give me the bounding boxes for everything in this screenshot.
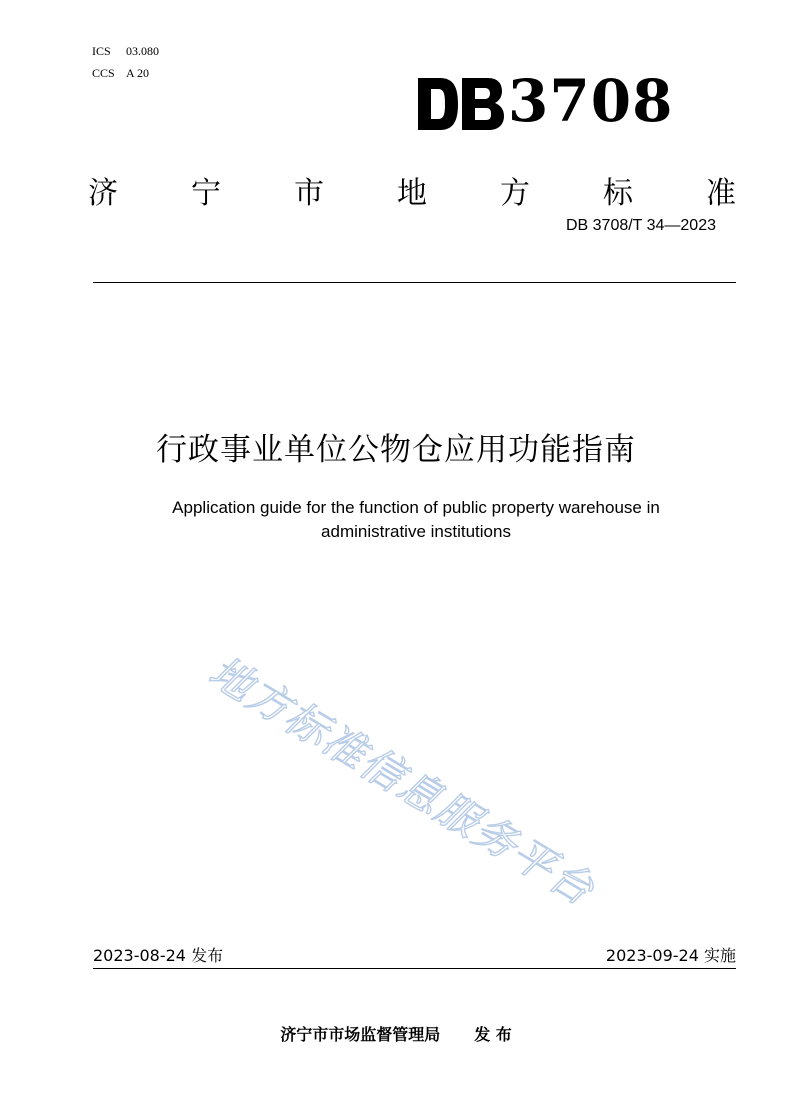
ccs-label: CCS (92, 66, 115, 80)
ccs-row (92, 62, 159, 84)
standard-type-char: 准 (706, 176, 736, 211)
standard-type-char: 方 (500, 176, 530, 211)
standard-type-char: 宁 (191, 176, 221, 211)
title-english-line: Application guide for the function of public property warehouse in (172, 498, 660, 517)
standard-type-char: 地 (397, 176, 427, 211)
ics-row (92, 40, 159, 62)
db-logo (418, 66, 674, 135)
standard-type (88, 172, 736, 216)
date-row (93, 944, 736, 968)
title-english-line: administrative institutions (321, 522, 511, 541)
title-english (96, 496, 736, 544)
issuer-name: 济宁市市场监督管理局 (280, 1025, 441, 1044)
db-logo-number: 3708 (508, 67, 674, 135)
db-logo-mark (418, 78, 504, 130)
standard-type-char: 标 (603, 176, 633, 211)
issuer (0, 1022, 792, 1048)
title-chinese: 行政事业单位公物仓应用功能指南 (156, 432, 636, 468)
ics-label: ICS (92, 44, 111, 58)
watermark (196, 640, 666, 940)
standard-type-char: 济 (88, 176, 118, 211)
standard-number: DB 3708/T 34—2023 (565, 217, 716, 234)
ics-code: 03.080 (126, 44, 159, 58)
bottom-divider (93, 968, 736, 969)
issuer-action: 发 布 (474, 1025, 512, 1044)
standard-type-char: 市 (294, 176, 324, 211)
ccs-code: A 20 (126, 66, 150, 80)
classification-codes (92, 40, 159, 84)
top-divider (93, 282, 736, 283)
implement-date: 2023-09-24 实施 (605, 946, 736, 965)
watermark-text: 地方标准信息服务平台 (200, 646, 604, 916)
publish-date: 2023-08-24 发布 (93, 946, 224, 965)
